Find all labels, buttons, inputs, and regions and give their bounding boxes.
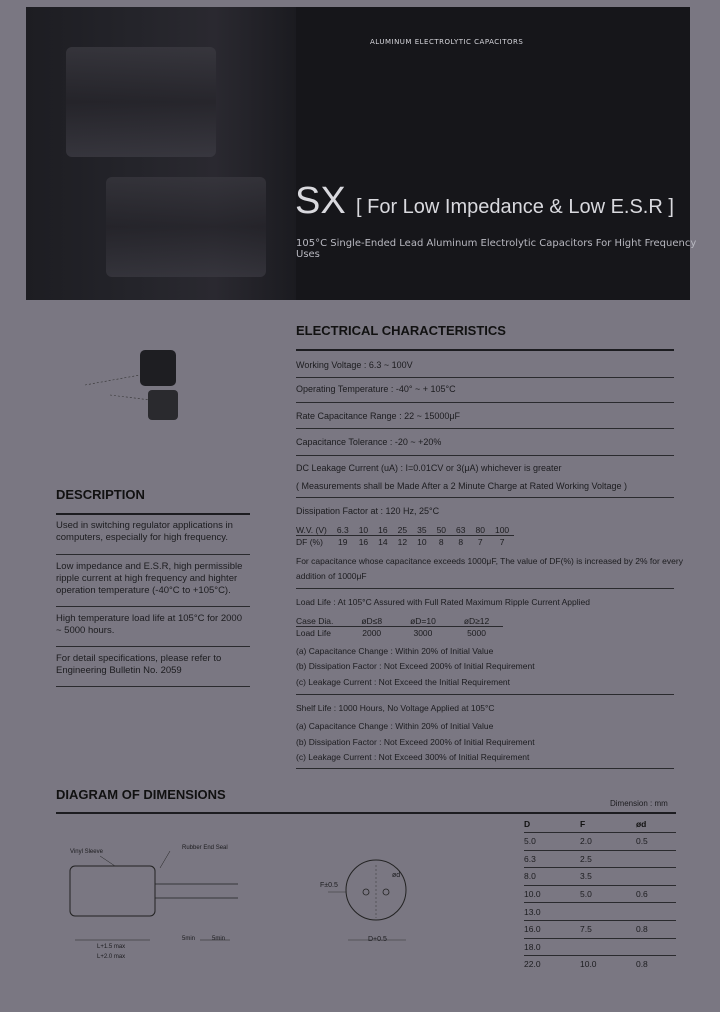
shelf-life-item: (a) Capacitance Change : Within 20% of Initial Value xyxy=(296,721,494,731)
load-life-table xyxy=(296,615,503,638)
description-paragraph: High temperature load life at 105°C for 2000 ~ 5000 hours. xyxy=(56,613,242,636)
df-cell: 7 xyxy=(499,536,505,547)
dim-cell: 0.6 xyxy=(636,885,676,903)
length-label-a: L+1.5 max xyxy=(97,944,126,950)
shelf-life-item: (c) Leakage Current : Not Exceed 300% of Initial Requirement xyxy=(296,752,530,762)
dim-cell xyxy=(636,850,676,868)
electrical-title: ELECTRICAL CHARACTERISTICS xyxy=(296,323,506,338)
table-row xyxy=(524,850,676,868)
leakage-note: ( Measurements shall be Made After a 2 Minute Charge at Rated Working Voltage ) xyxy=(296,481,628,491)
dim-cell: 2.5 xyxy=(580,850,636,868)
dim-cell xyxy=(636,903,676,921)
dim-cell: 10.0 xyxy=(524,885,580,903)
dim-cell: 5.0 xyxy=(580,885,636,903)
dim-cell: 6.3 xyxy=(524,850,580,868)
product-image xyxy=(80,340,200,430)
capacitance-tolerance: Capacitance Tolerance : -20 ~ +20% xyxy=(296,437,442,447)
length-label-b: L+2.0 max xyxy=(97,954,126,960)
dim-cell xyxy=(580,938,636,956)
series-subtitle: [ For Low Impedance & Low E.S.R ] xyxy=(356,196,674,218)
description-paragraph: For detail specifications, please refer to Engineering Bulletin No. 2059 xyxy=(56,653,222,676)
dim-col-header: F xyxy=(580,816,636,833)
category-label: ALUMINUM ELECTROLYTIC CAPACITORS xyxy=(370,38,524,46)
df-cell: 7 xyxy=(477,536,483,547)
series-name: SX xyxy=(295,180,346,222)
dim-cell: 22.0 xyxy=(524,956,580,973)
ll-header-cell: øD≥12 xyxy=(450,615,503,627)
dim-cell: 8.0 xyxy=(524,868,580,886)
ll-row-cell: 5000 xyxy=(467,627,486,638)
df-cell: 8 xyxy=(458,536,464,547)
df-cell: 19 xyxy=(338,536,348,547)
dim-cell: 13.0 xyxy=(524,903,580,921)
ll-header-cell: Case Dia. xyxy=(296,615,347,627)
table-row xyxy=(524,903,676,921)
diameter-label: D+0.5 xyxy=(368,936,387,943)
pitch-label: F±0.5 xyxy=(320,882,338,889)
table-row xyxy=(524,956,676,973)
shelf-life-title: Shelf Life : 1000 Hours, No Voltage Applied at 105°C xyxy=(296,703,495,713)
wv-cell: 35 xyxy=(412,524,431,536)
dim-cell: 0.8 xyxy=(636,956,676,973)
df-note-2: addition of 1000μF xyxy=(296,571,367,581)
df-cell: 12 xyxy=(397,536,408,547)
description-paragraph: Used in switching regulator applications in computers, especially for high frequency. xyxy=(56,520,233,543)
ll-row-cell: 2000 xyxy=(362,627,382,638)
lead-dia-label: ød xyxy=(392,872,401,879)
dissipation-title: Dissipation Factor at : 120 Hz, 25°C xyxy=(296,506,440,516)
dim-cell xyxy=(636,938,676,956)
table-row xyxy=(524,868,676,886)
capacitor-photo xyxy=(26,7,296,300)
leakage-current: DC Leakage Current (uA) : I=0.01CV or 3(μA) whichever is greater xyxy=(296,463,562,473)
wv-cell: 25 xyxy=(393,524,412,536)
series-description: 105°C Single-Ended Lead Aluminum Electrolytic Capacitors For Hight Frequency Uses xyxy=(296,238,697,260)
table-row xyxy=(524,833,676,851)
load-life-item: (c) Leakage Current : Not Exceed the Initial Requirement xyxy=(296,677,511,687)
df-row-df xyxy=(296,536,514,548)
dim-cell xyxy=(580,903,636,921)
table-row xyxy=(524,920,676,938)
wv-cell: 50 xyxy=(432,524,451,536)
ll-header-cell: øD=10 xyxy=(396,615,450,627)
lead-length-label: 5min xyxy=(182,936,196,942)
dim-cell: 0.8 xyxy=(636,920,676,938)
df-label: DF (%) xyxy=(296,536,323,547)
wv-cell: 6.3 xyxy=(332,524,354,536)
dimensions-title: DIAGRAM OF DIMENSIONS xyxy=(56,787,226,802)
dim-cell: 3.5 xyxy=(580,868,636,886)
df-cell: 14 xyxy=(378,536,388,547)
description-paragraph: Low impedance and E.S.R, high permissible ripple current at high frequency and highter operation temperature (-40°C to +105°C). xyxy=(56,561,243,596)
load-life-item: (a) Capacitance Change : Within 20% of Initial Value xyxy=(296,646,494,656)
wv-label: W.V. (V) xyxy=(296,524,332,536)
load-life-item: (b) Dissipation Factor : Not Exceed 200% of Initial Requirement xyxy=(296,661,535,671)
ll-header-cell: øD≤8 xyxy=(347,615,396,627)
capacitance-range: Rate Capacitance Range : 22 ~ 15000μF xyxy=(296,411,461,421)
dim-cell: 16.0 xyxy=(524,920,580,938)
ll-row-cell: Load Life xyxy=(296,627,331,638)
description-title: DESCRIPTION xyxy=(56,487,145,502)
df-note: For capacitance whose capacitance exceeds 1000μF, The value of DF(%) is increased by 2% for every xyxy=(296,556,683,566)
ll-row-cell: 3000 xyxy=(413,627,433,638)
dimension-table xyxy=(524,816,676,973)
working-voltage: Working Voltage : 6.3 ~ 100V xyxy=(296,360,413,370)
dimension-unit: Dimension : mm xyxy=(610,799,668,808)
dissipation-table xyxy=(296,524,514,547)
dim-cell: 10.0 xyxy=(580,956,636,973)
dim-col-header: D xyxy=(524,816,580,833)
df-cell: 10 xyxy=(417,536,427,547)
wv-cell: 16 xyxy=(373,524,392,536)
dim-cell: 5.0 xyxy=(524,833,580,851)
side-view-diagram xyxy=(60,836,250,966)
table-row xyxy=(524,938,676,956)
load-life-title: Load Life : At 105°C Assured with Full Rated Maximum Ripple Current Applied xyxy=(296,597,590,607)
wv-cell: 10 xyxy=(354,524,373,536)
dim-cell: 0.5 xyxy=(636,833,676,851)
rubber-end-seal-label: Rubber End Seal xyxy=(182,845,228,851)
shelf-life-item: (b) Dissipation Factor : Not Exceed 200% of Initial Requirement xyxy=(296,737,535,747)
dim-col-header: ød xyxy=(636,816,676,833)
wv-cell: 63 xyxy=(451,524,470,536)
wv-cell: 80 xyxy=(471,524,490,536)
df-cell: 8 xyxy=(438,536,444,547)
df-row-wv xyxy=(296,524,514,536)
dim-cell: 7.5 xyxy=(580,920,636,938)
vinyl-sleeve-label: Vinyl Sleeve xyxy=(70,849,103,855)
lead-length-label-2: 5min xyxy=(212,936,226,942)
df-cell: 16 xyxy=(358,536,369,547)
wv-cell: 100 xyxy=(490,524,514,536)
top-view-diagram xyxy=(318,850,418,950)
dim-cell: 2.0 xyxy=(580,833,636,851)
operating-temperature: Operating Temperature : -40° ~ + 105°C xyxy=(296,384,456,394)
dim-cell: 18.0 xyxy=(524,938,580,956)
dim-cell xyxy=(636,868,676,886)
table-row xyxy=(524,885,676,903)
